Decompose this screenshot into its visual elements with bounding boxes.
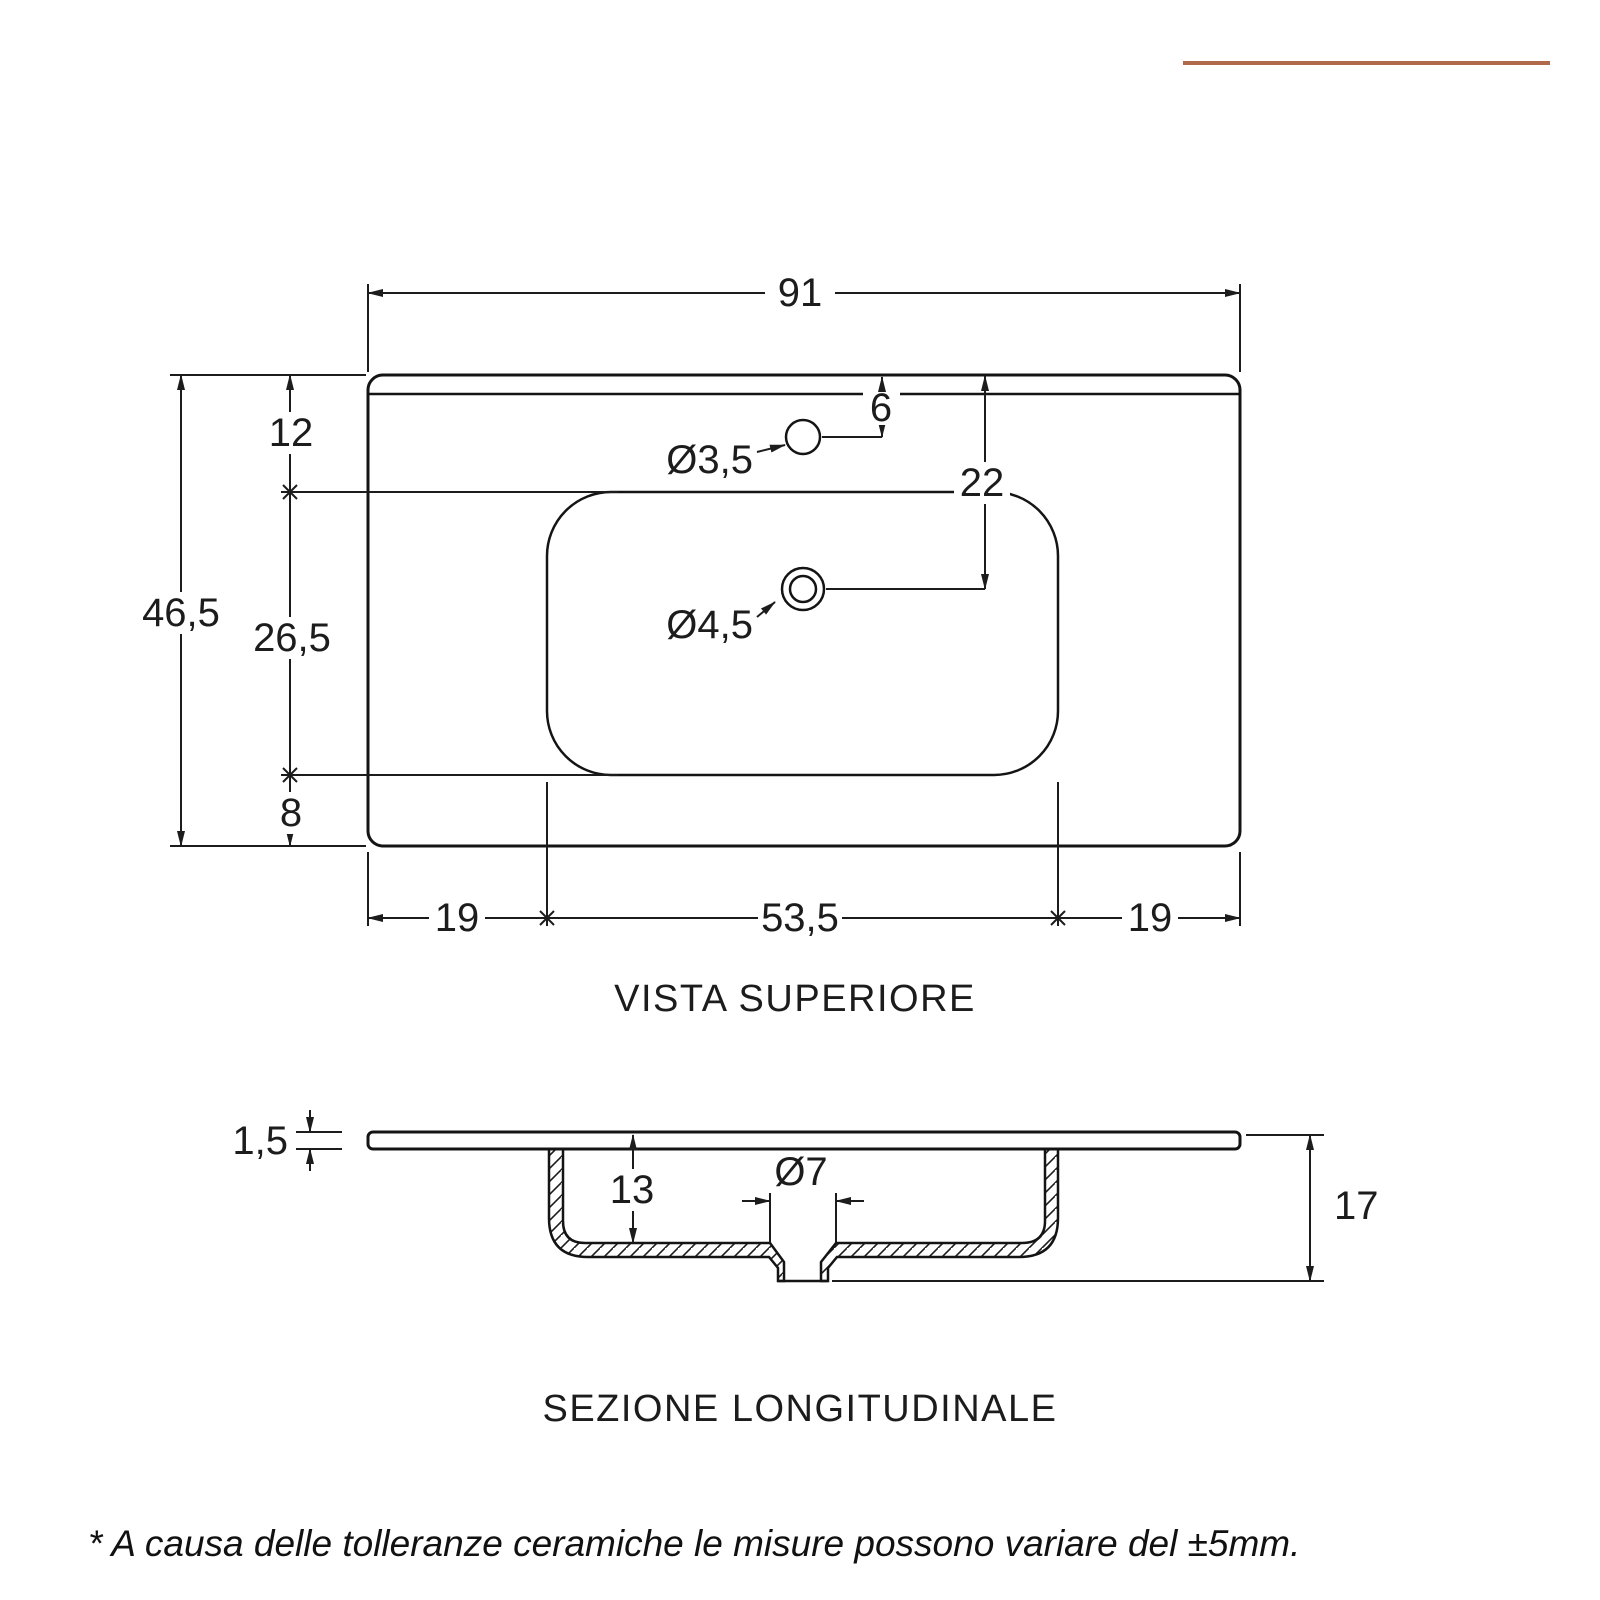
section-view xyxy=(232,1110,1378,1430)
dim-bottom-right: 19 xyxy=(1127,896,1173,940)
dim-top-offset: 12 xyxy=(268,411,314,455)
dim-slab-thickness: 1,5 xyxy=(232,1119,288,1163)
basin-outline xyxy=(547,492,1058,775)
section-wall-right xyxy=(821,1149,1058,1281)
tap-hole xyxy=(786,420,820,454)
label-drain-diameter: Ø7 xyxy=(774,1150,828,1194)
dim-bottom-left: 19 xyxy=(434,896,480,940)
dim-bottom-offset: 8 xyxy=(279,791,303,835)
dim-total-depth: 46,5 xyxy=(142,591,220,635)
dim-basin-depth-section: 13 xyxy=(609,1168,655,1212)
dim-total-height: 17 xyxy=(1334,1184,1379,1228)
section-slab xyxy=(368,1132,1240,1149)
dim-basin-width: 53,5 xyxy=(761,896,839,940)
label-tap-hole-diameter: Ø3,5 xyxy=(666,438,753,482)
overflow-hole-outer xyxy=(782,568,824,610)
top-view-title: VISTA SUPERIORE xyxy=(614,978,976,1020)
section-wall-left xyxy=(549,1149,784,1281)
overflow-hole-inner xyxy=(790,576,816,602)
section-view-title: SEZIONE LONGITUDINALE xyxy=(542,1388,1058,1430)
label-overflow-hole-diameter: Ø4,5 xyxy=(666,603,753,647)
tolerance-footnote: * A causa delle tolleranze ceramiche le misure possono variare del ±5mm. xyxy=(88,1523,1301,1564)
dim-overflow-from-top: 22 xyxy=(959,461,1005,505)
dim-basin-depth-topview: 26,5 xyxy=(253,616,331,660)
dim-tap-from-top: 6 xyxy=(869,386,893,430)
top-view xyxy=(139,271,1240,1020)
top-view-dimensions xyxy=(139,271,1240,940)
dim-total-width: 91 xyxy=(777,271,823,315)
